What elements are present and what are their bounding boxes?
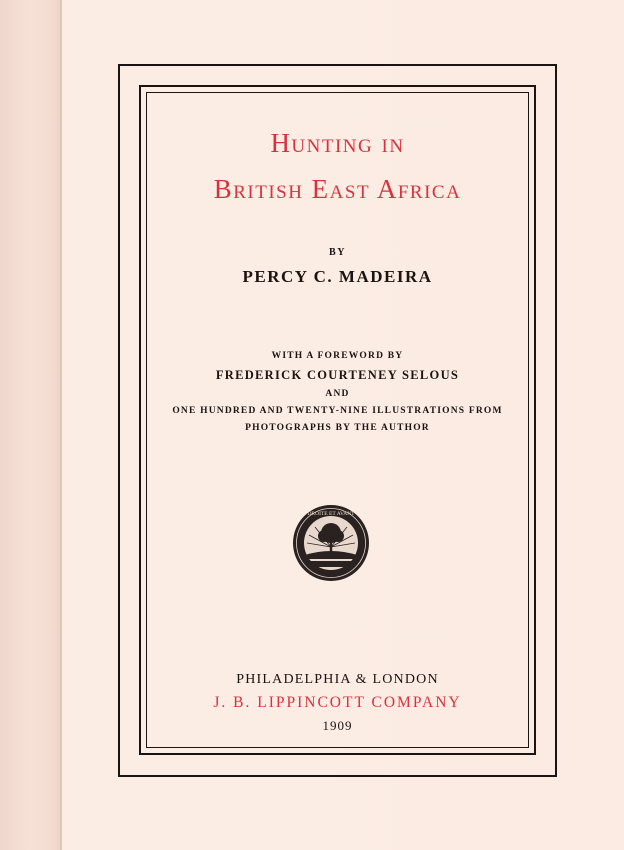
title-line-2: British East Africa — [213, 174, 462, 204]
publisher-name: J. B. LIPPINCOTT COMPANY — [213, 694, 462, 711]
foreword-label: WITH A FOREWORD BY — [271, 351, 404, 361]
book-gutter — [0, 0, 62, 850]
seal-motto: DROITE ET AVANT — [307, 511, 355, 517]
foreword-author: FREDERICK COURTENEY SELOUS — [215, 368, 460, 382]
publisher-seal-tree-icon — [291, 503, 371, 583]
and-label: AND — [325, 389, 350, 399]
illustrations-line-1: ONE HUNDRED AND TWENTY-NINE ILLUSTRATIONS FROM — [172, 406, 503, 416]
author-name: PERCY C. MADEIRA — [242, 267, 433, 286]
publisher-place: PHILADELPHIA & LONDON — [236, 672, 439, 687]
gutter-edge — [60, 0, 62, 850]
illustrations-line-2: PHOTOGRAPHS BY THE AUTHOR — [245, 423, 430, 433]
publication-year: 1909 — [322, 718, 353, 733]
title-line-1: Hunting in — [270, 128, 405, 158]
by-label: BY — [329, 247, 346, 258]
